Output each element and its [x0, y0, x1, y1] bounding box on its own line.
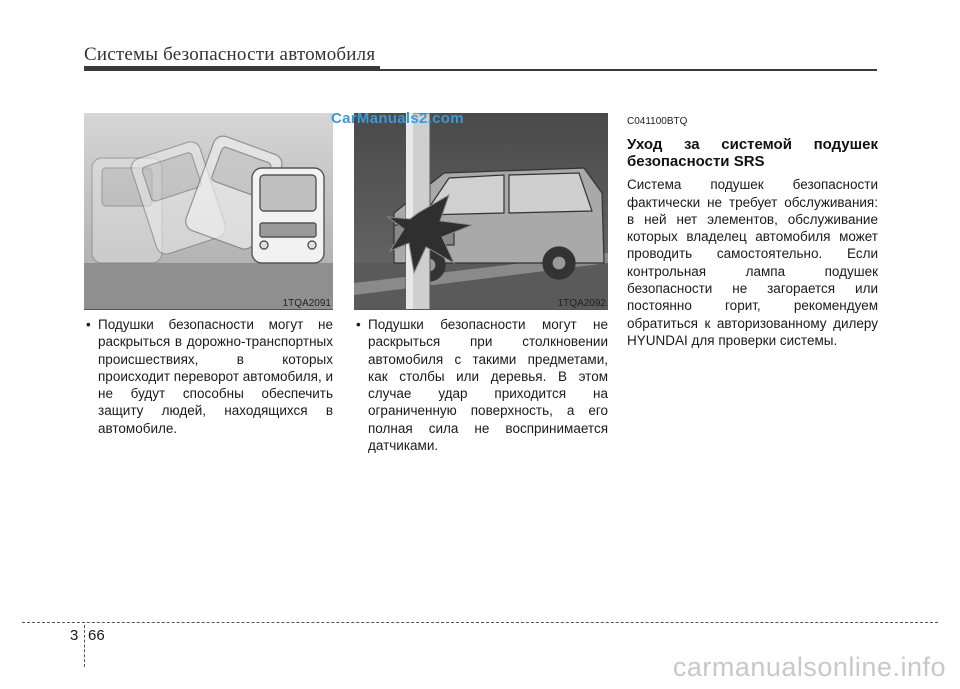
figure-caption-rule: [354, 309, 608, 310]
bullet-text: Подушки безопасности могут не раскрыться в дорожно-транспортных происшествиях, в которых происходит переворот автомобиля, и не будут способны обеспечить защиту людей, находящихся в автомобиле.: [98, 317, 334, 436]
bullet-marker: •: [356, 317, 361, 332]
bullet-item: [354, 316, 608, 454]
header-rule-thin: [380, 69, 877, 71]
section-code: C041100BTQ: [627, 116, 688, 127]
page-header-title: Системы безопасности автомобиля: [84, 44, 376, 65]
rollover-illustration: [84, 113, 333, 310]
header-rule-thick: [84, 66, 380, 71]
page-number: 66: [88, 627, 105, 644]
footer-vertical-rule: [84, 625, 85, 667]
pole-impact-illustration: [354, 113, 608, 310]
column-3: [627, 113, 878, 349]
figure-label: 1TQA2092: [557, 298, 606, 309]
bullet-text: Подушки безопасности могут не раскрыться при столкновении автомобиля с такими предметами, как столбы или деревья. В этом случае удар приходится на ограниченную поверхность, а его полная сила не воспринимается датчиками.: [368, 317, 608, 454]
footer-dashed-rule: [22, 622, 938, 623]
figure-label: 1TQA2091: [282, 298, 331, 309]
figure-rollover: [84, 113, 333, 310]
figure-caption-rule: [84, 309, 333, 310]
figure-pole-impact: [354, 113, 608, 310]
chapter-number: 3: [70, 627, 79, 644]
watermark-carmanualsonline: carmanualsonline.info: [672, 652, 946, 682]
bullet-item: [84, 316, 333, 437]
column-2: [354, 316, 608, 454]
column-1: [84, 316, 333, 437]
section-title: Уход за системой подушек безопасности SRS: [627, 136, 878, 171]
bullet-marker: •: [86, 317, 91, 332]
watermark-carmanuals: CarManuals2.com: [331, 110, 464, 127]
section-body: Система подушек безопасности фактически не требует обслуживания: в ней нет элементов, обслуживание которых владелец автомобиля может проводить самостоятельно. Если контрольная лампа подушек безопасности не загорается или постоянно горит, рекомендуем обратиться к авторизованному дилеру HYUNDAI для проверки системы.: [627, 177, 878, 348]
